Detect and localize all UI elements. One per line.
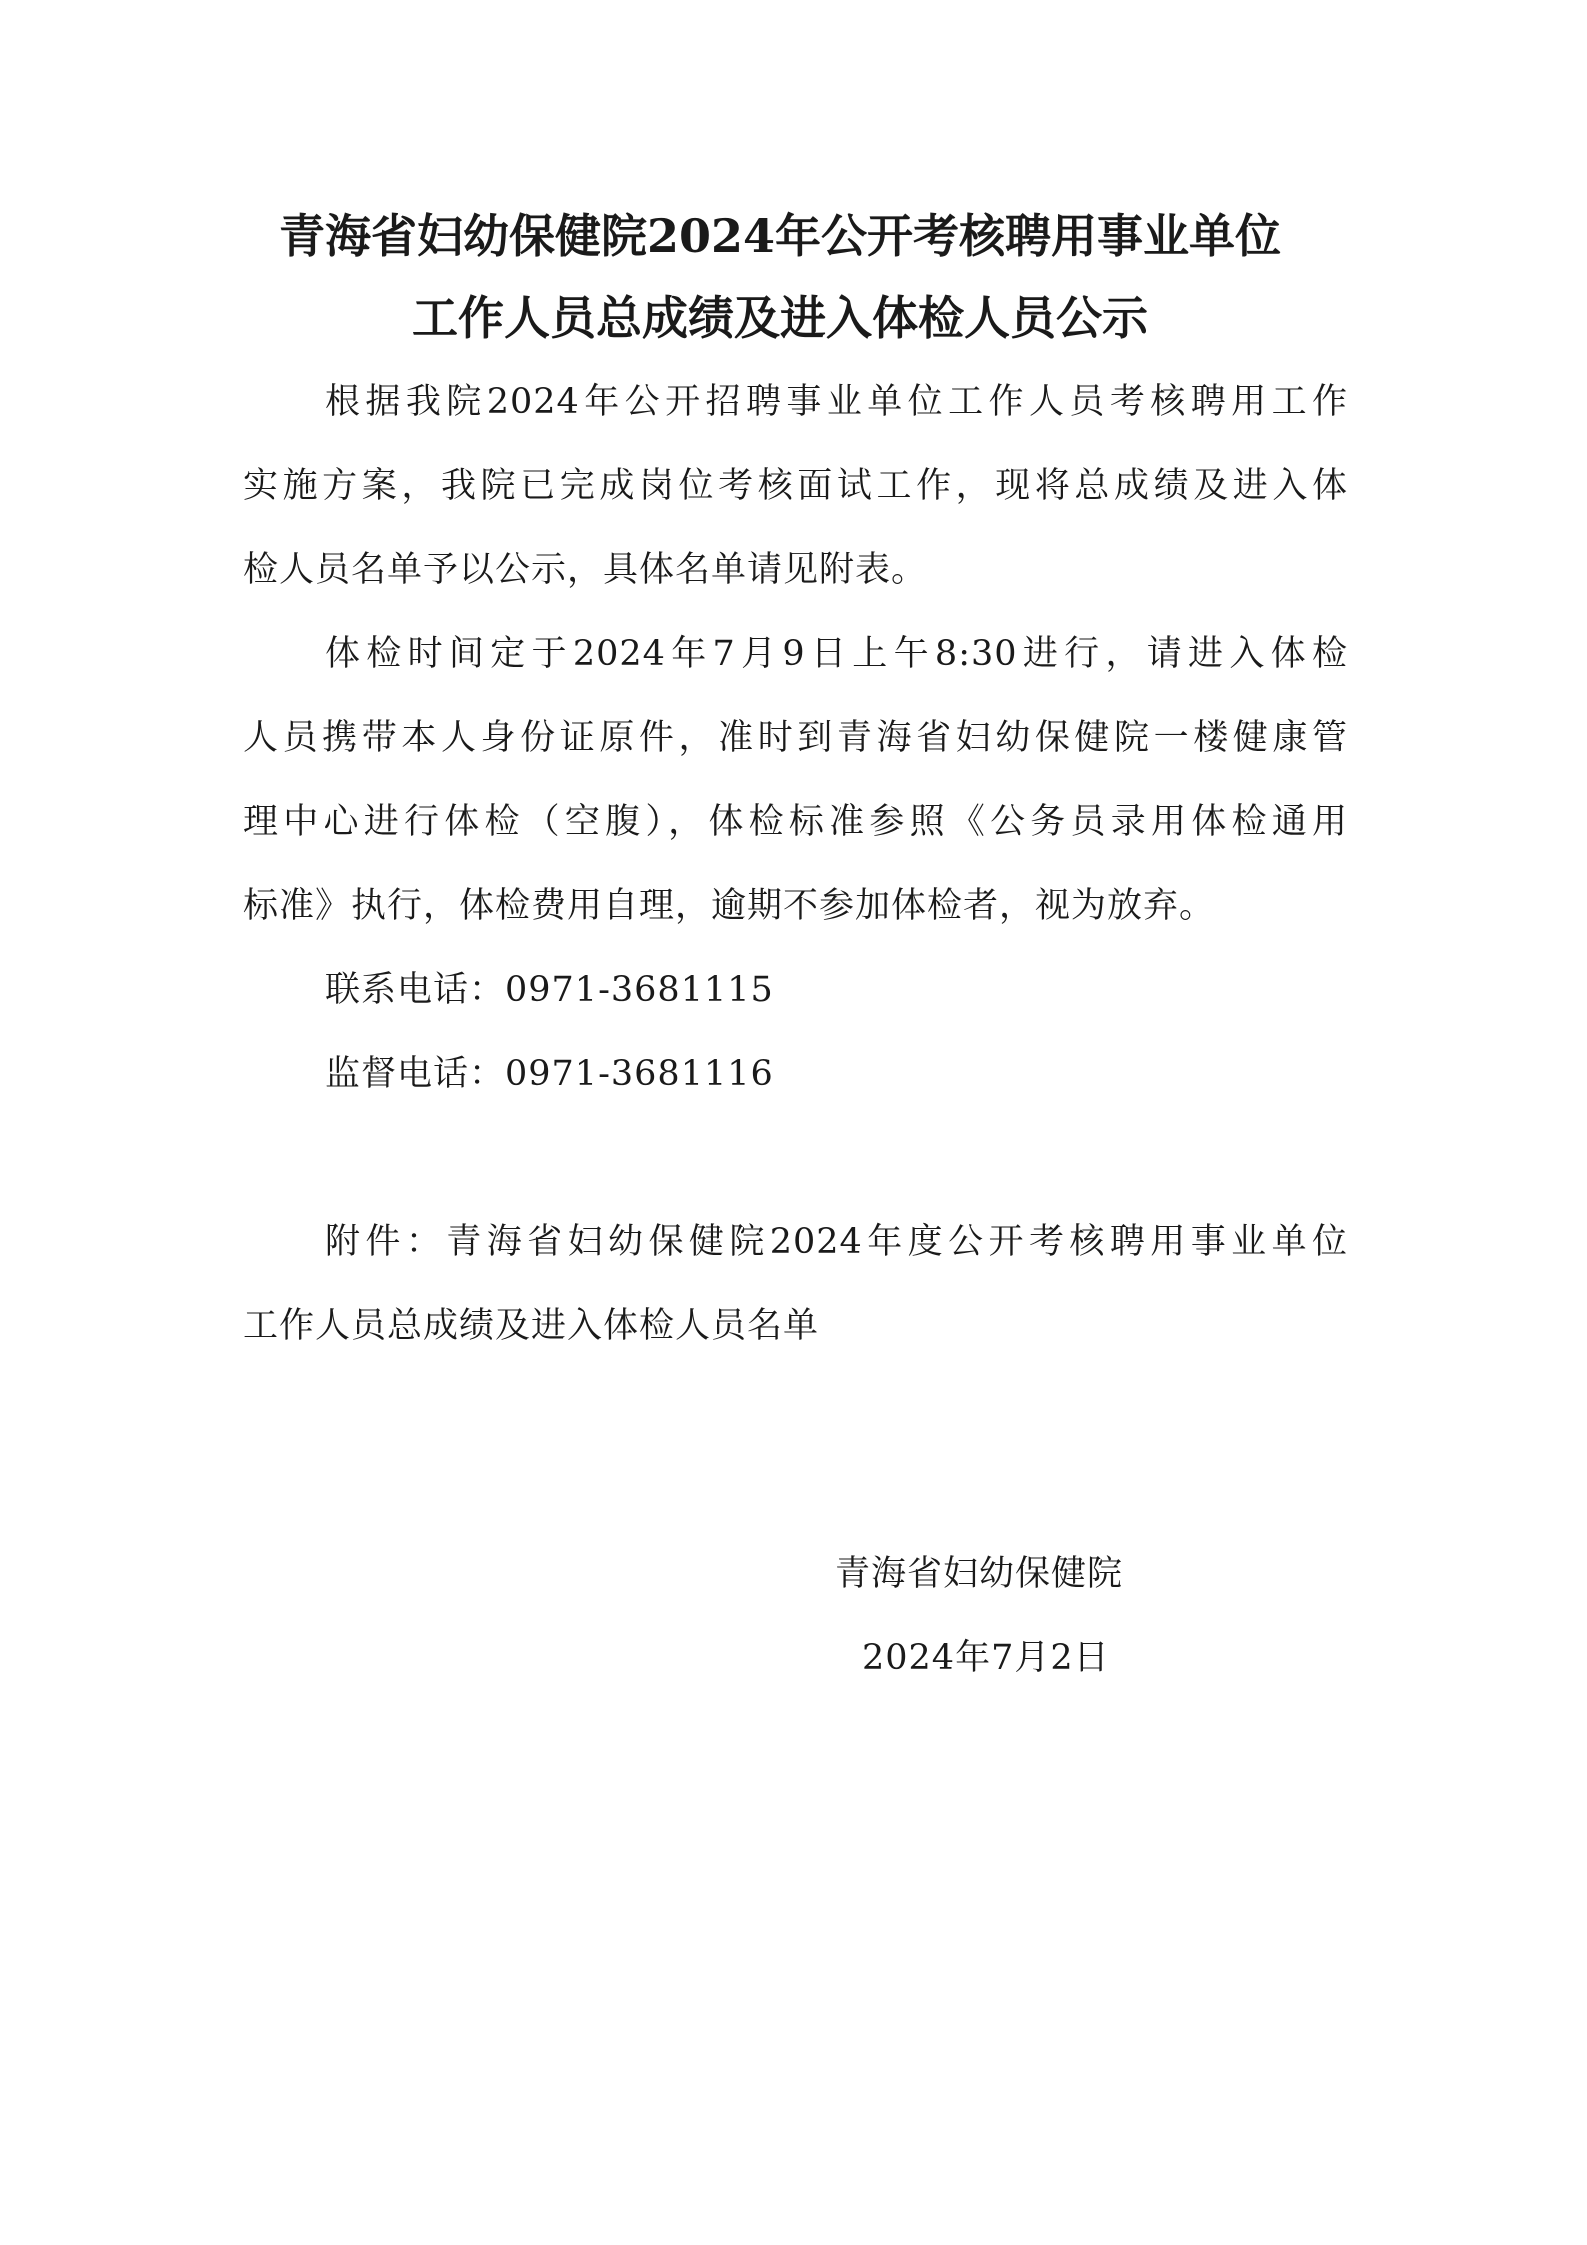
paragraph-2-line-3: 理中心进行体检（空腹），体检标准参照《公务员录用体检通用	[243, 802, 1348, 842]
signature-organization: 青海省妇幼保健院	[835, 1554, 1124, 1594]
paragraph-1-line-2: 实施方案，我院已完成岗位考核面试工作，现将总成绩及进入体	[243, 466, 1348, 506]
document-title-line-1: 青海省妇幼保健院2024年公开考核聘用事业单位	[278, 209, 1282, 263]
paragraph-1-line-3: 检人员名单予以公示，具体名单请见附表。	[243, 550, 928, 590]
paragraph-1-line-1: 根据我院2024年公开招聘事业单位工作人员考核聘用工作	[325, 382, 1348, 422]
attachment-line-1: 附件：青海省妇幼保健院2024年度公开考核聘用事业单位	[325, 1222, 1348, 1262]
document-title-line-2: 工作人员总成绩及进入体检人员公示	[412, 291, 1148, 345]
contact-phone: 联系电话：0971-3681115	[325, 970, 774, 1010]
attachment-line-2: 工作人员总成绩及进入体检人员名单	[243, 1306, 820, 1346]
paragraph-2-line-1: 体检时间定于2024年7月9日上午8:30进行，请进入体检	[325, 634, 1348, 674]
paragraph-2-line-2: 人员携带本人身份证原件，准时到青海省妇幼保健院一楼健康管	[243, 718, 1348, 758]
supervision-phone: 监督电话：0971-3681116	[325, 1054, 774, 1094]
signature-date: 2024年7月2日	[862, 1638, 1110, 1678]
paragraph-2-line-4: 标准》执行，体检费用自理，逾期不参加体检者，视为放弃。	[243, 886, 1216, 926]
